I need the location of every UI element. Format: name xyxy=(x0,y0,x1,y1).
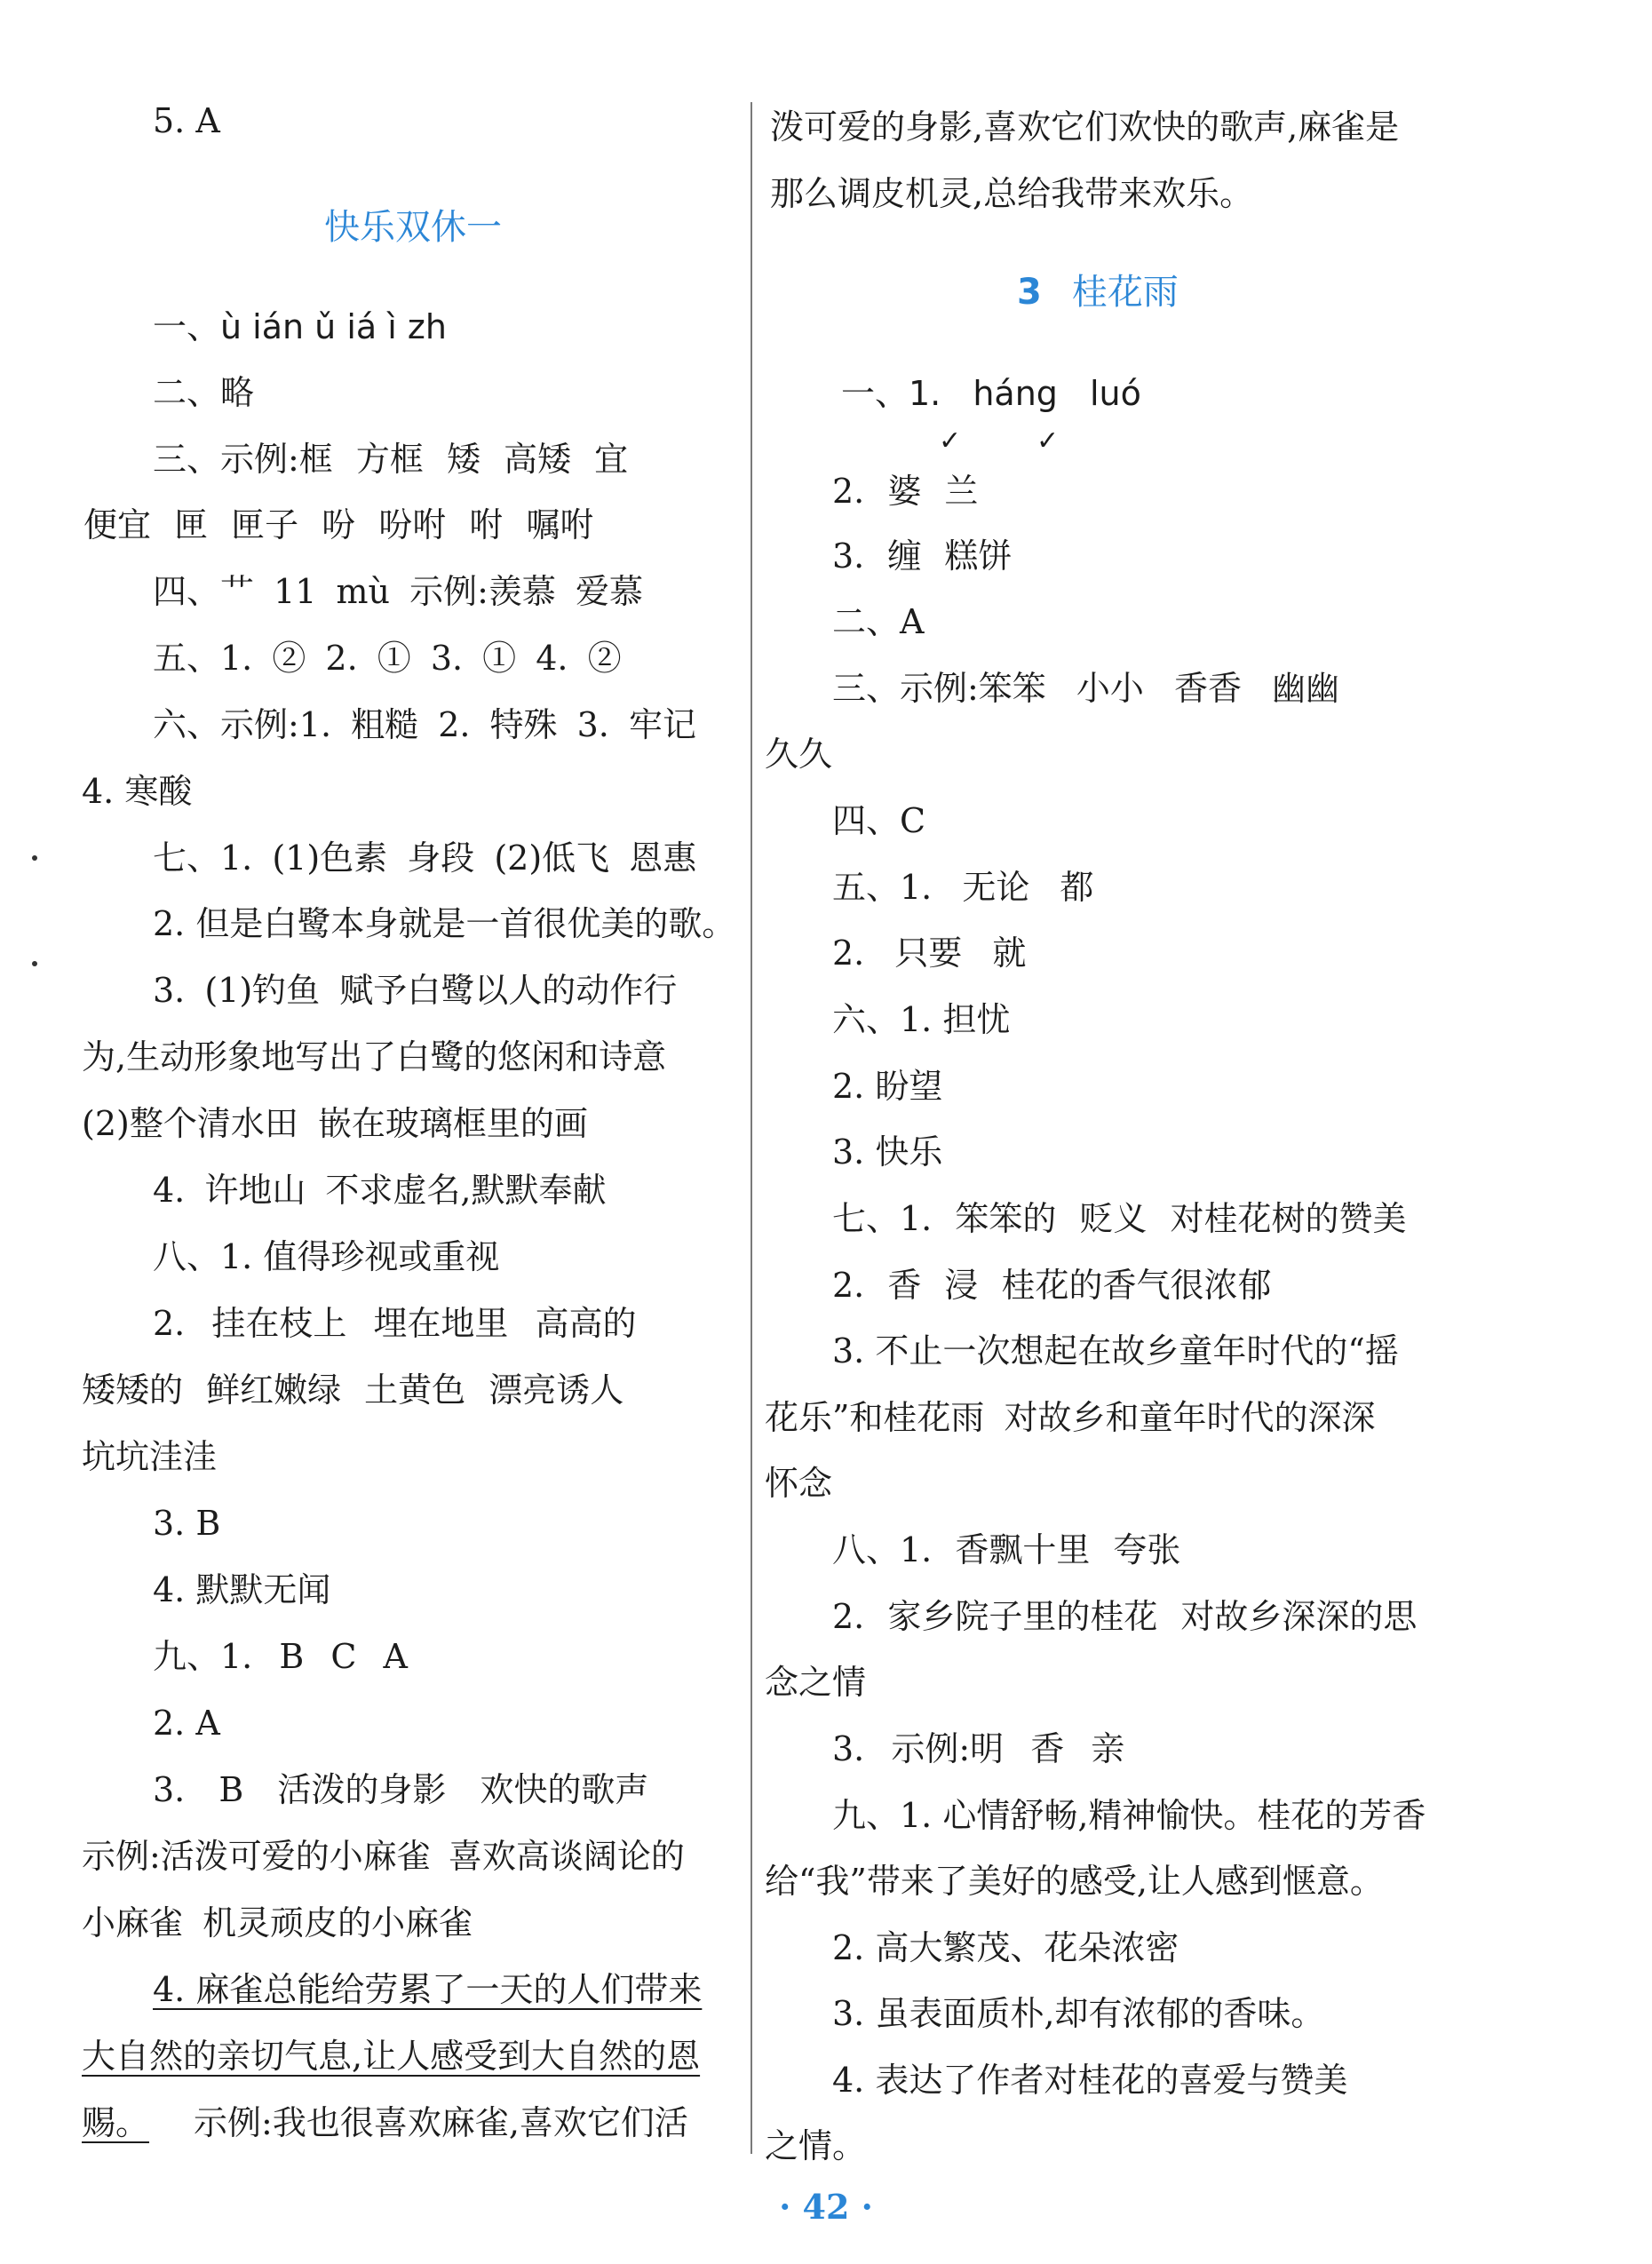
answer-line: 那么调皮机灵,总给我带来欢乐。 xyxy=(770,174,1254,213)
answer-line: 4. 表达了作者对桂花的喜爱与赞美 xyxy=(832,2061,1348,2100)
answer-line: 五、1. ② 2. ① 3. ① 4. ② xyxy=(153,639,622,678)
answer-line: 久久 xyxy=(765,735,833,774)
section-title: 快乐双休一 xyxy=(324,207,502,248)
answer-line: 念之情 xyxy=(765,1663,867,1702)
answer-line: 3. 虽表面质朴,却有浓郁的香味。 xyxy=(832,1994,1325,2033)
answer-line: 九、1. B C A xyxy=(153,1637,408,1676)
answer-line: 三、示例:笨笨 小小 香香 幽幽 xyxy=(832,669,1340,708)
answer-line: 3. (1)钓鱼 赋予白鹭以人的动作行 xyxy=(153,971,678,1010)
answer-line: 3. 快乐 xyxy=(832,1132,943,1172)
page-number: · 42 · xyxy=(779,2187,873,2227)
answer-line: 八、1. 香飘十里 夸张 xyxy=(832,1530,1181,1569)
answer-line: 2. 盼望 xyxy=(832,1067,943,1106)
example-text: 示例:我也很喜欢麻雀,喜欢它们活 xyxy=(194,2103,688,2142)
check-mark-icon: ✓ xyxy=(1036,425,1060,457)
answer-line: 3. 缠 糕饼 xyxy=(832,536,1013,576)
answer-line: 矮矮的 鲜红嫩绿 土黄色 漂亮诱人 xyxy=(82,1370,624,1410)
answer-line: 为,生动形象地写出了白鹭的悠闲和诗意 xyxy=(82,1037,667,1076)
answer-line: 2. 香 浸 桂花的香气很浓郁 xyxy=(832,1266,1272,1305)
answer-line: 八、1. 值得珍视或重视 xyxy=(153,1237,500,1276)
answer-line: 2. 只要 就 xyxy=(832,933,1027,973)
answer-line: 5. A xyxy=(153,101,220,140)
column-divider xyxy=(751,102,752,2154)
answer-line: 七、1. 笨笨的 贬义 对桂花树的赞美 xyxy=(832,1199,1407,1238)
answer-line: 六、1. 担忧 xyxy=(832,1000,1011,1039)
answer-line: 二、略 xyxy=(153,373,255,412)
answer-line: 2. 挂在枝上 埋在地里 高高的 xyxy=(153,1304,637,1343)
lesson-title xyxy=(1017,272,1179,313)
lesson-title-text: 桂花雨 xyxy=(1071,272,1179,313)
answer-line: 五、1. 无论 都 xyxy=(832,868,1094,907)
answer-line: 四、C xyxy=(832,801,926,840)
answer-line: 三、示例:框 方框 矮 高矮 宜 xyxy=(153,440,629,479)
answer-line: 四、艹 11 mù 示例:羡慕 爱慕 xyxy=(153,572,643,611)
answer-line: 大自然的亲切气息,让人感受到大自然的恩 xyxy=(82,2037,701,2076)
answer-line: 3. 示例:明 香 亲 xyxy=(832,1729,1125,1768)
answer-line: 给“我”带来了美好的感受,让人感到惬意。 xyxy=(765,1862,1384,1901)
answer-line: 七、1. (1)色素 身段 (2)低飞 恩惠 xyxy=(153,838,697,878)
answer-line: 坑坑洼洼 xyxy=(82,1437,218,1476)
answer-line: 便宜 匣 匣子 吩 吩咐 咐 嘱咐 xyxy=(83,505,594,544)
answer-line: 怀念 xyxy=(765,1464,833,1503)
answer-line: (2)整个清水田 嵌在玻璃框里的画 xyxy=(82,1104,588,1143)
answer-line: 3. B 活泼的身影 欢快的歌声 xyxy=(153,1770,649,1809)
answer-line: 2. 高大繁茂、花朵浓密 xyxy=(832,1928,1179,1967)
answer-line: 泼可爱的身影,喜欢它们欢快的歌声,麻雀是 xyxy=(770,107,1400,147)
underlined-text: 赐。 xyxy=(82,2103,150,2142)
answer-line: 花乐”和桂花雨 对故乡和童年时代的深深 xyxy=(765,1398,1376,1437)
answer-line: 六、示例:1. 粗糙 2. 特殊 3. 牢记 xyxy=(153,705,696,744)
answer-line: 九、1. 心情舒畅,精神愉快。桂花的芳香 xyxy=(832,1796,1426,1835)
lesson-number: 3 xyxy=(1017,272,1042,313)
answer-line: 一、ù ián ǔ iá ì zh xyxy=(153,307,447,346)
answer-line: 4. 默默无闻 xyxy=(153,1570,331,1609)
answer-line: 一、1. háng luó xyxy=(841,374,1141,413)
answer-line: 小麻雀 机灵顽皮的小麻雀 xyxy=(82,1903,473,1942)
answer-line: 二、A xyxy=(832,602,925,641)
answer-line: 之情。 xyxy=(765,2126,867,2165)
answer-line: 3. 不止一次想起在故乡童年时代的“摇 xyxy=(832,1331,1399,1370)
answer-line: 2. 婆 兰 xyxy=(832,472,979,511)
answer-line xyxy=(82,2102,688,2143)
margin-mark xyxy=(32,855,37,861)
answer-line: 4. 许地山 不求虚名,默默奉献 xyxy=(153,1171,607,1210)
answer-line: 示例:活泼可爱的小麻雀 喜欢高谈阔论的 xyxy=(82,1837,685,1876)
check-mark-icon: ✓ xyxy=(939,425,962,457)
answer-line: 4. 寒酸 xyxy=(82,772,193,811)
answer-line: 2. 但是白鹭本身就是一首很优美的歌。 xyxy=(153,904,736,943)
answer-line: 2. 家乡院子里的桂花 对故乡深深的思 xyxy=(832,1597,1418,1636)
answer-line: 3. B xyxy=(153,1504,221,1543)
margin-mark xyxy=(32,961,37,966)
answer-line: 2. A xyxy=(153,1704,220,1743)
answer-line: 4. 麻雀总能给劳累了一天的人们带来 xyxy=(153,1970,703,2009)
